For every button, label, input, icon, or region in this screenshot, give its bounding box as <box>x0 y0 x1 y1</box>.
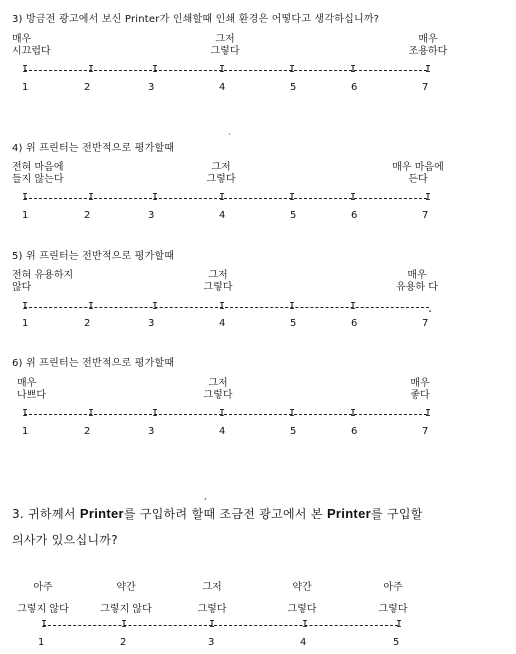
q5-anchor-mid-line1: 그저 <box>208 270 228 281</box>
q4-scale-number-3: 3 <box>148 210 155 221</box>
q5-anchor-mid-line2: 그렇다 <box>203 282 233 293</box>
s3-label-3-line2: 그렇다 <box>197 604 227 615</box>
q3-scale-number-6: 6 <box>351 82 358 93</box>
q3-anchor-mid <box>205 34 245 58</box>
q4-anchor-right-line1: 매우 마음에 <box>392 162 444 173</box>
q4-scale-number-7: 7 <box>422 210 429 221</box>
q4-anchor-right <box>382 162 454 186</box>
section-3-suffix: 를 구입할 <box>370 507 423 521</box>
q3-anchor-mid-line1: 그저 <box>215 34 235 45</box>
s3-label-2-line2: 그렇지 않다 <box>100 604 152 615</box>
q5-tick: I <box>289 301 296 312</box>
q4-anchor-right-line2: 든다 <box>408 174 428 185</box>
q4-scale-number-6: 6 <box>351 210 358 221</box>
q3-anchor-left-line2: 시끄럽다 <box>12 46 51 57</box>
s3-label-1-line1: 아주 <box>33 582 53 593</box>
q6-anchor-mid <box>198 378 238 402</box>
q3-scale-number-5: 5 <box>290 82 297 93</box>
q4-scale-number-5: 5 <box>290 210 297 221</box>
q3-anchor-right-line1: 매우 <box>418 34 438 45</box>
q5-anchor-left-line2: 않다 <box>12 282 32 293</box>
q6-tick: I <box>350 408 357 419</box>
q6-anchor-right-line1: 매우 <box>410 378 430 389</box>
q3-anchor-left <box>12 34 51 58</box>
q6-anchor-left <box>17 378 46 402</box>
q3-anchor-right <box>400 34 456 58</box>
q4-scale-number-1: 1 <box>22 210 29 221</box>
q6-anchor-mid-line2: 그렇다 <box>203 390 233 401</box>
q3-tick: I <box>152 64 159 75</box>
q6-tick: I <box>425 408 432 419</box>
q3-scale-number-4: 4 <box>219 82 226 93</box>
q6-scale-number-6: 6 <box>351 426 358 437</box>
q3-scale-line <box>24 70 427 71</box>
q6-tick: I <box>152 408 159 419</box>
q4-tick: I <box>88 192 95 203</box>
s3-scale-number-2: 2 <box>120 637 127 648</box>
q6-anchor-right-line2: 좋다 <box>410 390 430 401</box>
q3-scale-number-7: 7 <box>422 82 429 93</box>
q5-scale-number-4: 4 <box>219 318 226 329</box>
s3-scale-number-5: 5 <box>393 637 400 648</box>
question-5-text: 5) 위 프린터는 전반적으로 평가할때 <box>12 251 175 262</box>
q4-tick: I <box>425 192 432 203</box>
q5-anchor-right <box>385 270 449 294</box>
question-3-text: 3) 방금전 광고에서 보신 Printer가 인쇄할때 인쇄 환경은 어떻다고 생각하십니까? <box>12 14 380 25</box>
q4-anchor-left-line2: 들지 않는다 <box>12 174 64 185</box>
q5-tick: I <box>350 301 357 312</box>
q5-scale-number-7: 7 <box>422 318 429 329</box>
s3-tick: I <box>209 619 216 630</box>
s3-scale-line <box>43 625 398 626</box>
q4-tick: I <box>350 192 357 203</box>
q3-tick: I <box>22 64 29 75</box>
q5-tick: I <box>152 301 159 312</box>
s3-tick: I <box>121 619 128 630</box>
s3-tick: I <box>302 619 309 630</box>
q6-tick: I <box>88 408 95 419</box>
q4-anchor-mid-line2: 그렇다 <box>206 174 236 185</box>
q5-anchor-right-line2: 유용하 다 <box>396 282 438 293</box>
q6-scale-number-2: 2 <box>84 426 91 437</box>
s3-label-5-line1: 아주 <box>383 582 403 593</box>
section-3-middle: 를 구입하려 할때 조금전 광고에서 본 <box>123 507 327 521</box>
q5-tick: . <box>427 304 434 315</box>
s3-tick: I <box>396 619 403 630</box>
s3-label-3 <box>192 582 232 616</box>
q3-tick: I <box>289 64 296 75</box>
section-3-bold-printer-2: Printer <box>326 506 371 521</box>
q4-tick: I <box>219 192 226 203</box>
q5-anchor-mid <box>198 270 238 294</box>
q5-anchor-left <box>12 270 73 294</box>
q4-scale-number-2: 2 <box>84 210 91 221</box>
q5-scale-number-2: 2 <box>84 318 91 329</box>
s3-label-4 <box>282 582 322 616</box>
q6-scale-number-4: 4 <box>219 426 226 437</box>
q3-anchor-right-line2: 조용하다 <box>408 46 448 57</box>
q3-anchor-left-line1: 매우 <box>12 34 32 45</box>
s3-label-3-line1: 그저 <box>202 582 222 593</box>
q6-anchor-right <box>402 378 438 402</box>
q4-scale-line <box>24 198 427 199</box>
q3-tick: I <box>425 64 432 75</box>
q4-anchor-left-line1: 전혀 마음에 <box>12 162 64 173</box>
q6-scale-line <box>24 414 427 415</box>
q5-scale-number-6: 6 <box>351 318 358 329</box>
q6-tick: I <box>289 408 296 419</box>
section-3-question-line2: 의사가 있으십니까? <box>12 533 118 547</box>
q6-scale-number-1: 1 <box>22 426 29 437</box>
q4-tick: I <box>152 192 159 203</box>
q4-tick: I <box>22 192 29 203</box>
s3-label-2-line1: 약간 <box>116 582 136 593</box>
q5-tick: I <box>22 301 29 312</box>
q5-tick: I <box>219 301 226 312</box>
stray-mark: , <box>204 492 207 501</box>
q5-tick: I <box>88 301 95 312</box>
q5-scale-line <box>24 307 429 308</box>
q4-tick: I <box>289 192 296 203</box>
q6-scale-number-3: 3 <box>148 426 155 437</box>
s3-tick: I <box>41 619 48 630</box>
q3-anchor-mid-line2: 그렇다 <box>210 46 240 57</box>
q3-tick: I <box>88 64 95 75</box>
q5-scale-number-5: 5 <box>290 318 297 329</box>
q3-tick: I <box>350 64 357 75</box>
s3-label-5 <box>373 582 413 616</box>
q3-tick: I <box>219 64 226 75</box>
section-3-bold-printer-1: Printer <box>79 506 124 521</box>
question-4-text: 4) 위 프린터는 전반적으로 평가할때 <box>12 143 175 154</box>
s3-label-4-line1: 약간 <box>292 582 312 593</box>
q6-scale-number-7: 7 <box>422 426 429 437</box>
s3-scale-number-4: 4 <box>300 637 307 648</box>
q3-scale-number-1: 1 <box>22 82 29 93</box>
q4-anchor-left <box>12 162 63 186</box>
q5-anchor-right-line1: 매우 <box>407 270 427 281</box>
s3-label-2 <box>95 582 157 616</box>
q5-scale-number-3: 3 <box>148 318 155 329</box>
s3-scale-number-3: 3 <box>208 637 215 648</box>
s3-label-1 <box>12 582 74 616</box>
q4-scale-number-4: 4 <box>219 210 226 221</box>
q6-scale-number-5: 5 <box>290 426 297 437</box>
q5-anchor-left-line1: 전혀 유용하지 <box>12 270 74 281</box>
q6-anchor-mid-line1: 그저 <box>208 378 228 389</box>
section-3-prefix: 3. 귀하께서 <box>12 507 80 521</box>
question-6-text: 6) 위 프린터는 전반적으로 평가할때 <box>12 358 175 369</box>
q6-anchor-left-line1: 매우 <box>17 378 37 389</box>
s3-label-1-line2: 그렇지 않다 <box>17 604 69 615</box>
q4-anchor-mid <box>201 162 241 186</box>
q5-scale-number-1: 1 <box>22 318 29 329</box>
q4-anchor-mid-line1: 그저 <box>211 162 231 173</box>
q3-scale-number-2: 2 <box>84 82 91 93</box>
s3-label-5-line2: 그렇다 <box>378 604 408 615</box>
q6-anchor-left-line2: 나쁘다 <box>17 390 46 401</box>
section-3-question-line1 <box>12 505 423 522</box>
q3-scale-number-3: 3 <box>148 82 155 93</box>
s3-label-4-line2: 그렇다 <box>287 604 317 615</box>
stray-mark: · <box>228 130 231 139</box>
q6-tick: I <box>22 408 29 419</box>
s3-scale-number-1: 1 <box>38 637 45 648</box>
q6-tick: I <box>219 408 226 419</box>
